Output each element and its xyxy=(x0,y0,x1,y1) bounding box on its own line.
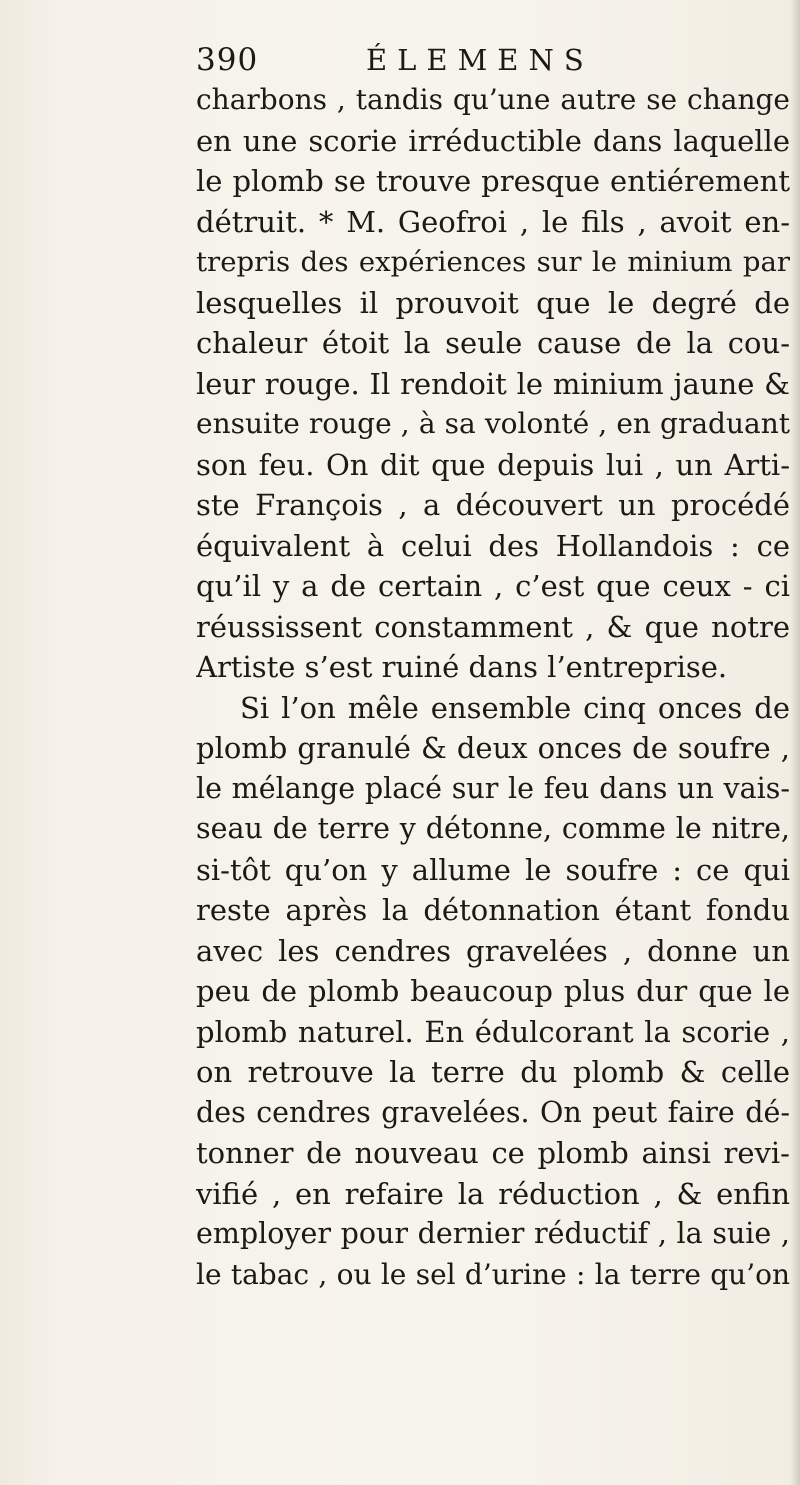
text-line: ste François , a découvert un procédé xyxy=(196,488,790,522)
text-line: Artiste s’est ruiné dans l’entreprise. xyxy=(196,650,728,684)
text-line: lesquelles il prouvoit que le degré de xyxy=(196,285,790,320)
text-line: tonner de nouveau ce plomb ainsi revi- xyxy=(196,1136,790,1170)
text-line: chaleur étoit la seule cause de la cou- xyxy=(196,326,790,360)
text-line: peu de plomb beaucoup plus dur que le xyxy=(196,974,790,1008)
running-head: ÉLEMENS xyxy=(366,43,594,77)
text-line: trepris des expériences sur le minium par xyxy=(196,246,790,278)
text-line: le mélange placé sur le feu dans un vais- xyxy=(196,771,790,805)
text-line: plomb naturel. En édulcorant la scorie , xyxy=(196,1014,790,1049)
page-header xyxy=(196,38,756,82)
text-line: seau de terre y détonne, comme le nitre, xyxy=(196,812,790,845)
text-line: plomb granulé & deux onces de soufre , xyxy=(196,731,790,765)
page-edge-shadow xyxy=(790,0,800,1485)
text-line: équivalent à celui des Hollandois : ce xyxy=(196,528,790,563)
text-line: en une scorie irréductible dans laquelle xyxy=(196,123,790,158)
text-line: le plomb se trouve presque entiérement xyxy=(196,164,790,198)
text-line: reste après la détonnation étant fondu xyxy=(196,893,790,927)
text-line: si-tôt qu’on y allume le soufre : ce qui xyxy=(196,852,790,887)
text-line: on retrouve la terre du plomb & celle xyxy=(196,1055,790,1089)
text-line: le tabac , ou le sel d’urine : la terre qu’on xyxy=(196,1257,790,1291)
text-line: des cendres gravelées. On peut faire dé- xyxy=(196,1095,790,1129)
text-line: charbons , tandis qu’une autre se change xyxy=(196,83,790,116)
text-line: vifié , en refaire la réduction , & enfin xyxy=(196,1176,790,1211)
paragraph-first-line: Si l’on mêle ensemble cinq onces de xyxy=(240,690,790,725)
text-line: employer pour dernier réductif , la suie , xyxy=(196,1217,790,1250)
text-line: ensuite rouge , à sa volonté , en graduant xyxy=(196,407,790,440)
text-line: qu’il y a de certain , c’est que ceux - ci xyxy=(196,569,790,603)
page-number: 390 xyxy=(196,42,259,78)
text-body xyxy=(196,80,790,1295)
text-line: avec les cendres gravelées , donne un xyxy=(196,933,790,968)
text-line: détruit. * M. Geofroi , le fils , avoit en- xyxy=(196,204,790,239)
text-line: leur rouge. Il rendoit le minium jaune & xyxy=(196,366,790,401)
text-line: son feu. On dit que depuis lui , un Arti- xyxy=(196,447,790,482)
text-line: réussissent constamment , & que notre xyxy=(196,609,790,644)
